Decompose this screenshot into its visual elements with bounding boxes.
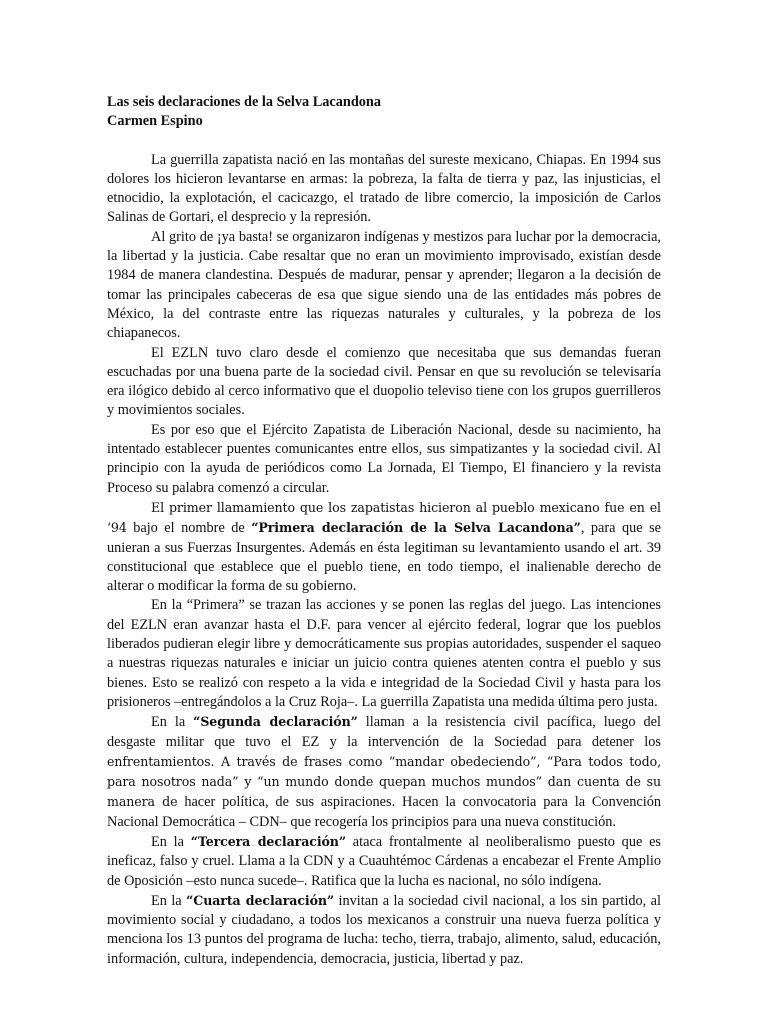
- paragraph-9-lead: En la: [151, 892, 187, 909]
- paragraph-7-text: llaman a la resistencia civil pacífica, luego del desgaste militar que tuvo el EZ y la intervención de la Sociedad para detener los: [107, 714, 661, 750]
- paragraph-6: En la “Primera” se trazan las acciones y se ponen las reglas del juego. Las intenciones del EZLN eran avanzar hasta el D.F. para vencer al ejército federal, lograr que los pueblos liberados pudieran elegir libre y democráticamente sus propias autoridades, suspender el saqueo a nuestras riquezas naturales e iniciar un juicio contra quienes atenten contra el pueblo y sus bienes. Esto se realizó con respeto a la vida e integridad de la Sociedad Civil y hasta para los prisioneros –entregándolos a la Cruz Roja–. La guerrilla Zapatista una medida última pero justa.: [107, 597, 661, 710]
- paragraph-8-text: ataca frontalmente al neoliberalismo puesto que es ineficaz, falso y cruel. Llama a la CDN y a Cuauhtémoc Cárdenas a encabezar el Frente Amplio de Oposición –esto nunca sucede–. Ratifica que la lucha es nacional, no sólo indígena.: [107, 833, 661, 889]
- segunda-declaracion-title: “Segunda declaración”: [193, 714, 358, 730]
- paragraph-3: El EZLN tuvo claro desde el comienzo que necesitaba que sus demandas fueran escuchadas por una buena parte de la sociedad civil. Pensar en que su revolución se televisaría era ilógico debido al cerco informativo que el duopolio televiso tiene con los grupos guerrilleros y movimientos sociales.: [107, 344, 661, 419]
- paragraph-5-text: bajo el nombre de: [126, 520, 252, 537]
- paragraph-5-rest: , para que se unieran a sus Fuerzas Insurgentes. Además en ésta legitiman su levantamiento usando el art. 39 constitucional que establece que el pueblo tiene, en todo tiempo, el inalienable derecho de alterar o modificar la forma de su gobierno.: [107, 520, 661, 595]
- paragraph-2: Al grito de ¡ya basta! se organizaron indígenas y mestizos para luchar por la democracia, la libertad y la justicia. Cabe resaltar que no eran un movimiento improvisado, existían desde 1984 de manera clandestina. Después de madurar, pensar y aprender; llegaron a la decisión de tomar las principales cabeceras de esa que sigue siendo una de las entidades más pobres de México, la del contraste entre las riquezas naturales y culturales, y la pobreza de los chiapanecos.: [107, 228, 661, 342]
- document-author: Carmen Espino: [107, 113, 203, 130]
- primera-declaracion-title: “Primera declaración de la Selva Lacandona”: [251, 520, 581, 536]
- paragraph-5-opening: El primer llamamiento que los zapatistas hicieron al pueblo mexicano fue en el ‘94: [107, 499, 661, 536]
- paragraph-7-quotes: enfrentamientos. A través de frases como “mandar obedeciendo”, “Para todos todo, para nosotros nada” y “un mundo donde quepan muchos mundos” dan cuenta de su manera de: [107, 753, 661, 810]
- paragraph-7-rest: hacer política, de sus aspiraciones. Hacen la convocatoria para la Convención Nacional Democrática – CDN– que recogería los principios para una nueva constitución.: [107, 794, 661, 830]
- paragraph-4: Es por eso que el Ejército Zapatista de Liberación Nacional, desde su nacimiento, ha intentado establecer puentes comunicantes entre ellos, sus simpatizantes y la sociedad civil. Al principio con la ayuda de periódicos como La Jornada, El Tiempo, El financiero y la revista Proceso su palabra comenzó a circular.: [107, 421, 661, 496]
- paragraph-5: [107, 498, 661, 596]
- tercera-declaracion-title: “Tercera declaración”: [190, 833, 347, 849]
- document-title: Las seis declaraciones de la Selva Lacandona: [107, 94, 382, 110]
- article-body: [107, 93, 661, 969]
- paragraph-9: [107, 891, 661, 969]
- paragraph-9-text: invitan a la sociedad civil nacional, a los sin partido, al movimiento social y ciudadano, a todos los mexicanos a construir una nueva fuerza política y menciona los 13 puntos del programa de lucha: techo, tierra, trabajo, alimento, salud, educación, información, cultura, independencia, democracia, justicia, libertad y paz.: [107, 892, 661, 967]
- cuarta-declaracion-title: “Cuarta declaración”: [186, 892, 335, 908]
- paragraph-7-lead: En la: [151, 714, 194, 731]
- paragraph-8-lead: En la: [151, 833, 191, 850]
- paragraph-7: [107, 712, 661, 832]
- paragraph-8: [107, 832, 661, 891]
- paragraph-1: La guerrilla zapatista nació en las montañas del sureste mexicano, Chiapas. En 1994 sus dolores los hicieron levantarse en armas: la pobreza, la falta de tierra y paz, las injusticias, el etnocidio, la explotación, el cacicazgo, el tratado de libre comercio, la imposición de Carlos Salinas de Gortari, el desprecio y la represión.: [107, 151, 661, 226]
